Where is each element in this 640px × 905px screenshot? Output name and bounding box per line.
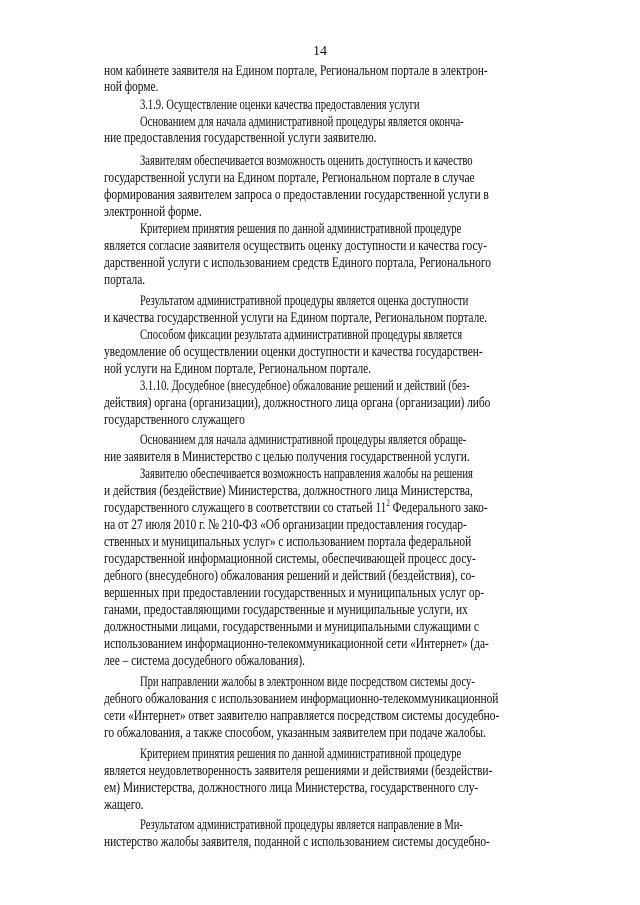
text-line: жащего. <box>104 797 144 813</box>
text-line: ном кабинете заявителя на Едином портале, Региональном портале в электрон- <box>104 63 488 79</box>
text-line: портала. <box>104 272 146 288</box>
text-line: должностными лицами, государственными и муниципальными служащими с <box>104 619 479 635</box>
text-line: ственных и муниципальных услуг» с использованием портала федеральной <box>104 534 472 550</box>
text-line: лее – система досудебного обжалования). <box>104 653 305 669</box>
line-text-after: Федерального зако- <box>389 500 488 516</box>
text-line: дебного (внесудебного) обжалования решений и действий (бездействия), со- <box>104 568 475 584</box>
text-line: Критерием принятия решения по данной административной процедуре <box>140 746 462 762</box>
text-line: уведомление об осуществлении оценки доступности и качества государствен- <box>104 344 483 360</box>
text-line: Способом фиксации результата административной процедуры является <box>140 327 463 343</box>
text-line: государственной услуги на Едином портале, Региональном портале в случае <box>104 170 475 186</box>
text-line: Основанием для начала административной процедуры является обраще- <box>140 432 467 448</box>
text-line: Критерием принятия решения по данной административной процедуре <box>140 221 462 237</box>
text-line: Заявителю обеспечивается возможность направления жалобы на решения <box>140 466 473 482</box>
text-line-with-superscript <box>104 500 606 517</box>
text-line: ганами, предоставляющими государственные и муниципальные услуги, их <box>104 602 468 618</box>
text-line: дебного обжалования с использованием информационно-телекоммуникационной <box>104 691 499 707</box>
text-line: ние заявителя в Министерство с целью получения государственной услуги. <box>104 449 470 465</box>
section-heading: 3.1.9. Осуществление оценки качества предоставления услуги <box>140 97 420 113</box>
text-line: на от 27 июля 2010 г. № 210-ФЗ «Об организации предоставления государ- <box>104 517 467 533</box>
text-line: вершенных при предоставлении государственных и муниципальных услуг ор- <box>104 585 485 601</box>
section-heading: 3.1.10. Досудебное (внесудебное) обжалование решений и действий (без- <box>140 378 470 394</box>
text-line: и действия (бездействие) Министерства, должностного лица Министерства, <box>104 483 473 499</box>
section-heading: государственного служащего <box>104 412 245 428</box>
text-line: является неудовлетворенность заявителя решениями и действиями (бездействи- <box>104 763 493 779</box>
text-line: ной форме. <box>104 79 159 95</box>
text-line: Результатом административной процедуры является направление в Ми- <box>140 817 463 833</box>
superscript: 2 <box>386 498 390 508</box>
text-line: является согласие заявителя осуществить оценку доступности и качества госу- <box>104 238 487 254</box>
text-line: ем) Министерства, должностного лица Министерства, государственного слу- <box>104 780 479 796</box>
text-line: ние предоставления государственной услуги заявителю. <box>104 130 377 146</box>
text-line: электронной форме. <box>104 204 202 220</box>
text-line: сети «Интернет» ответ заявителю направляется посредством системы досудебно- <box>104 708 500 724</box>
text-line: и качества государственной услуги на Едином портале, Региональном портале. <box>104 310 488 326</box>
text-line: го обжалования, а также способом, указанным заявителем при подаче жалобы. <box>104 725 486 741</box>
text-line: ной услуги на Едином портале, Региональном портале. <box>104 361 372 377</box>
section-heading: действия) органа (организации), должностного лица органа (организации) либо <box>104 395 491 411</box>
text-line: государственной информационной системы, обеспечивающей процесс досу- <box>104 551 476 567</box>
text-line: Заявителям обеспечивается возможность оценить доступность и качество <box>140 153 473 169</box>
text-line: Результатом административной процедуры является оценка доступности <box>140 293 469 309</box>
page-number: 14 <box>313 44 327 59</box>
line-text-before: государственного служащего в соответствии со статьей 11 <box>104 500 387 516</box>
text-line: дарственной услуги с использованием средств Единого портала, Регионального <box>104 255 491 271</box>
text-line: нистерство жалобы заявителя, поданной с использованием системы досудебно- <box>104 834 490 850</box>
text-line: использованием информационно-телекоммуникационной сети «Интернет» (да- <box>104 636 489 652</box>
text-line: Основанием для начала административной процедуры является оконча- <box>140 114 464 130</box>
text-line: При направлении жалобы в электронном виде посредством системы досу- <box>140 674 475 690</box>
text-line: формирования заявителем запроса о предоставлении государственной услуги в <box>104 187 489 203</box>
